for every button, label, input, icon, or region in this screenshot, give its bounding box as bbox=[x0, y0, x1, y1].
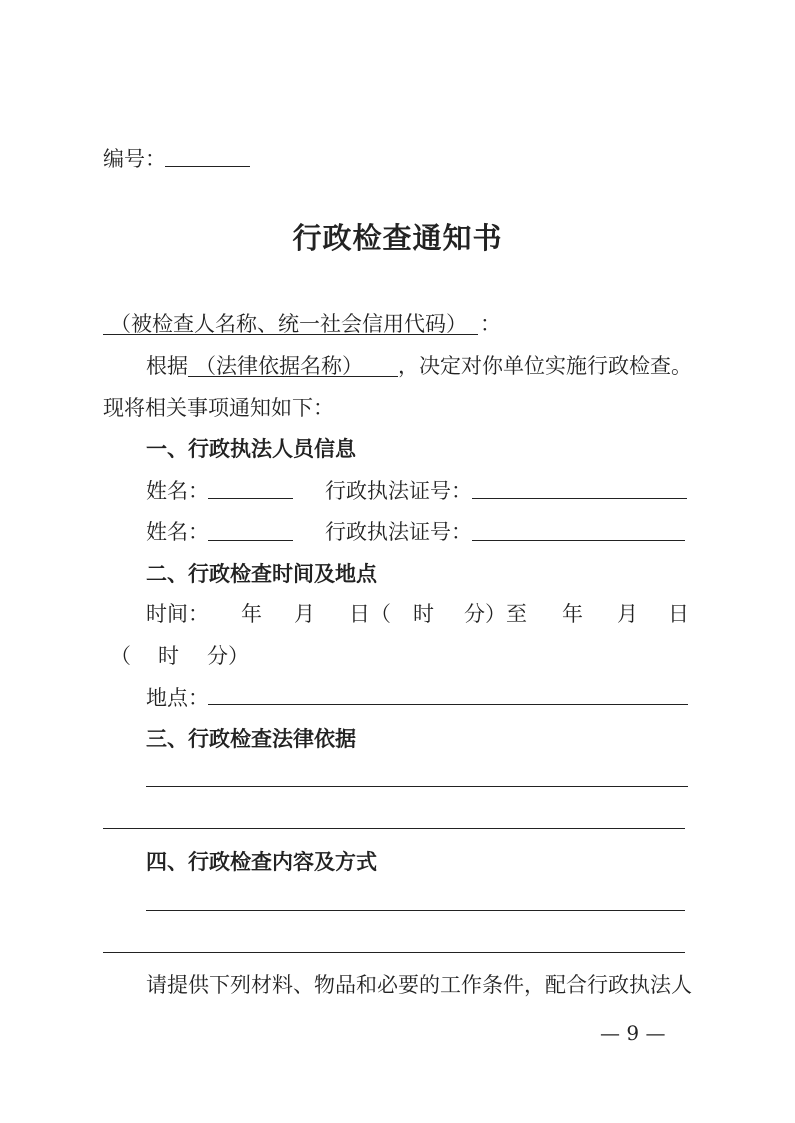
basis-line-1[interactable] bbox=[146, 786, 688, 787]
time-day-end: 日 bbox=[668, 602, 689, 626]
officer2-cert-label: 行政执法证号： bbox=[325, 520, 472, 544]
officer1-cert-label: 行政执法证号： bbox=[325, 479, 472, 503]
time-year: 年 bbox=[241, 602, 262, 626]
time-month: 月 bbox=[294, 602, 315, 626]
section2-heading: 二、行政检查时间及地点 bbox=[146, 562, 377, 586]
officer2-name-label: 姓名： bbox=[146, 520, 209, 544]
content-line-2[interactable] bbox=[103, 952, 685, 953]
basis-line-2[interactable] bbox=[103, 828, 685, 829]
officer2-name-blank[interactable] bbox=[208, 540, 293, 541]
recipient-colon: ： bbox=[480, 312, 501, 336]
officer2-cert-blank[interactable] bbox=[472, 540, 685, 541]
number-blank[interactable] bbox=[165, 166, 250, 167]
section3-heading: 三、行政检查法律依据 bbox=[146, 727, 356, 751]
time-year-end: 年 bbox=[562, 602, 583, 626]
officer1-cert-blank[interactable] bbox=[472, 498, 687, 499]
number-label: 编号： bbox=[103, 147, 166, 171]
time-month-end: 月 bbox=[617, 602, 638, 626]
place-label: 地点： bbox=[146, 686, 209, 710]
time-label: 时间： bbox=[146, 602, 209, 626]
document-title: 行政检查通知书 bbox=[292, 221, 503, 255]
time-minute-end: 分） bbox=[207, 644, 249, 668]
intro-suffix: ，决定对你单位实施行政检查。 bbox=[398, 354, 692, 378]
closing-text: 请提供下列材料、物品和必要的工作条件，配合行政执法人 bbox=[146, 973, 692, 997]
time-day: 日（ bbox=[349, 602, 391, 626]
place-blank[interactable] bbox=[208, 704, 688, 705]
intro-prefix: 根据 bbox=[146, 354, 188, 378]
time-hour-end: 时 bbox=[158, 644, 179, 668]
officer1-name-blank[interactable] bbox=[208, 498, 293, 499]
section1-heading: 一、行政执法人员信息 bbox=[146, 437, 356, 461]
section4-heading: 四、行政检查内容及方式 bbox=[146, 850, 377, 874]
officer1-name-label: 姓名： bbox=[146, 479, 209, 503]
time-hour: 时 bbox=[413, 602, 434, 626]
time-minute-to: 分）至 bbox=[464, 602, 527, 626]
page-number: — 9 — bbox=[600, 1021, 666, 1045]
intro-line2: 现将相关事项通知如下： bbox=[103, 396, 334, 420]
time-paren-open: （ bbox=[110, 644, 131, 668]
content-line-1[interactable] bbox=[146, 910, 685, 911]
recipient-placeholder: （被检查人名称、统一社会信用代码） bbox=[110, 312, 467, 336]
basis-placeholder: （法律依据名称） bbox=[195, 354, 363, 378]
